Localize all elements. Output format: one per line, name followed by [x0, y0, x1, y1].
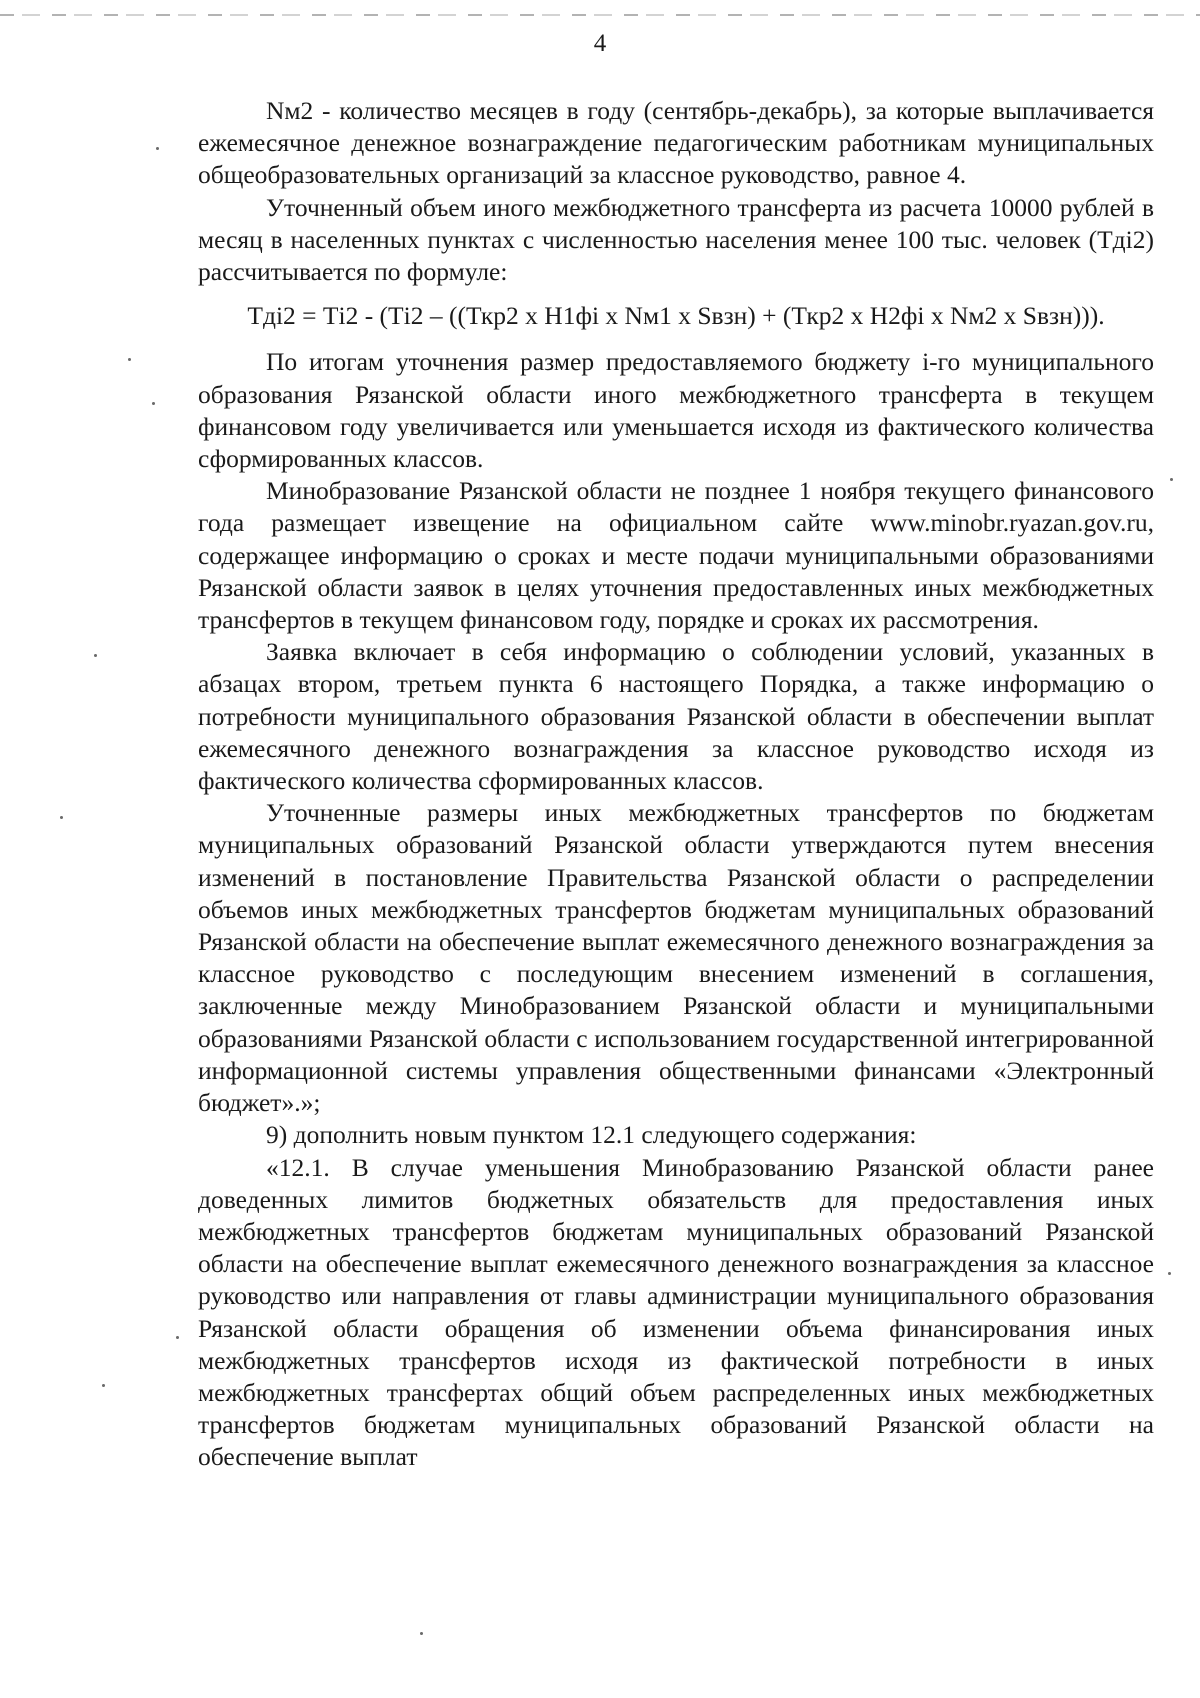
paragraph-amendment-9: 9) дополнить новым пунктом 12.1 следующего содержания:: [266, 1120, 917, 1150]
paragraph-nm2-definition: Nм2 - количество месяцев в году (сентябрь-декабрь), за которые выплачивается ежемесячное денежное вознаграждение педагогическим работникам муниципальных общеобразовательных организаций за классное руководство, равное 4.: [198, 96, 1154, 190]
scan-speck: [60, 816, 63, 819]
scan-speck: [176, 1336, 179, 1339]
page-number: 4: [593, 30, 607, 57]
scan-speck: [128, 358, 131, 361]
paragraph-refinement-results: По итогам уточнения размер предоставляемого бюджету i-го муниципального образования Рязанской области иного межбюджетного трансферта в текущем финансовом году увеличивается или уменьшается исходя из фактического количества сформированных классов.: [198, 347, 1154, 474]
paragraph-refined-sizes: Уточненные размеры иных межбюджетных трансфертов по бюджетам муниципальных образований Рязанской области утверждаются путем внесения изменений в постановление Правительства Рязанской области о распределении объемов иных межбюджетных трансфертов бюджетам муниципальных образований Рязанской области на обеспечение выплат ежемесячного денежного вознаграждения за классное руководство с последующим внесением изменений в соглашения, заключенные между Минобразованием Рязанской области и муниципальными образованиями Рязанской области с использованием государственной интегрированной информационной системы управления общественными финансами «Электронный бюджет».»;: [198, 798, 1154, 1118]
scan-speck: [102, 1384, 105, 1387]
scan-speck: [156, 147, 159, 150]
scan-speck: [1168, 1272, 1171, 1275]
paragraph-application-contents: Заявка включает в себя информацию о соблюдении условий, указанных в абзацах втором, третьем пункта 6 настоящего Порядка, а также информацию о потребности муниципального образования Рязанской области в обеспечении выплат ежемесячного денежного вознаграждения за классное руководство исходя из фактического количества сформированных классов.: [198, 637, 1154, 796]
paragraph-notice-publication: Минобразование Рязанской области не позднее 1 ноября текущего финансового года размещает извещение на официальном сайте www.minobr.ryazan.gov.ru, содержащее информацию о сроках и месте подачи муниципальными образованиями Рязанской области заявок в целях уточнения предоставленных иных межбюджетных трансфертов в текущем финансовом году, порядке и сроках их рассмотрения.: [198, 476, 1154, 635]
scan-speck: [94, 654, 97, 657]
document-body: [198, 95, 1154, 1474]
scan-top-edge: [0, 14, 1200, 16]
scan-speck: [420, 1632, 423, 1635]
paragraph-refined-volume: Уточненный объем иного межбюджетного трансферта из расчета 10000 рублей в месяц в населенных пунктах с численностью населения менее 100 тыс. человек (Тдi2) рассчитывается по формуле:: [198, 192, 1154, 287]
scan-speck: [1170, 478, 1173, 481]
formula-tdi2: Тдi2 = Тi2 - (Тi2 – ((Ткр2 х Н1фi х Nм1 х Sвзн) + (Ткр2 х Н2фi х Nм2 х Sвзн))).: [247, 301, 1105, 331]
paragraph-clause-12-1: «12.1. В случае уменьшения Минобразованию Рязанской области ранее доведенных лимитов бюджетных обязательств для предоставления иных межбюджетных трансфертов бюджетам муниципальных образований Рязанской области на обеспечение выплат ежемесячного денежного вознаграждения за классное руководство или направления от главы администрации муниципального образования Рязанской области обращения об изменении объема финансирования иных межбюджетных трансфертов исходя из фактической потребности в иных межбюджетных трансфертах общий объем распределенных иных межбюджетных трансфертов бюджетам муниципальных образований Рязанской области на обеспечение выплат: [198, 1152, 1154, 1472]
scan-speck: [152, 402, 155, 405]
